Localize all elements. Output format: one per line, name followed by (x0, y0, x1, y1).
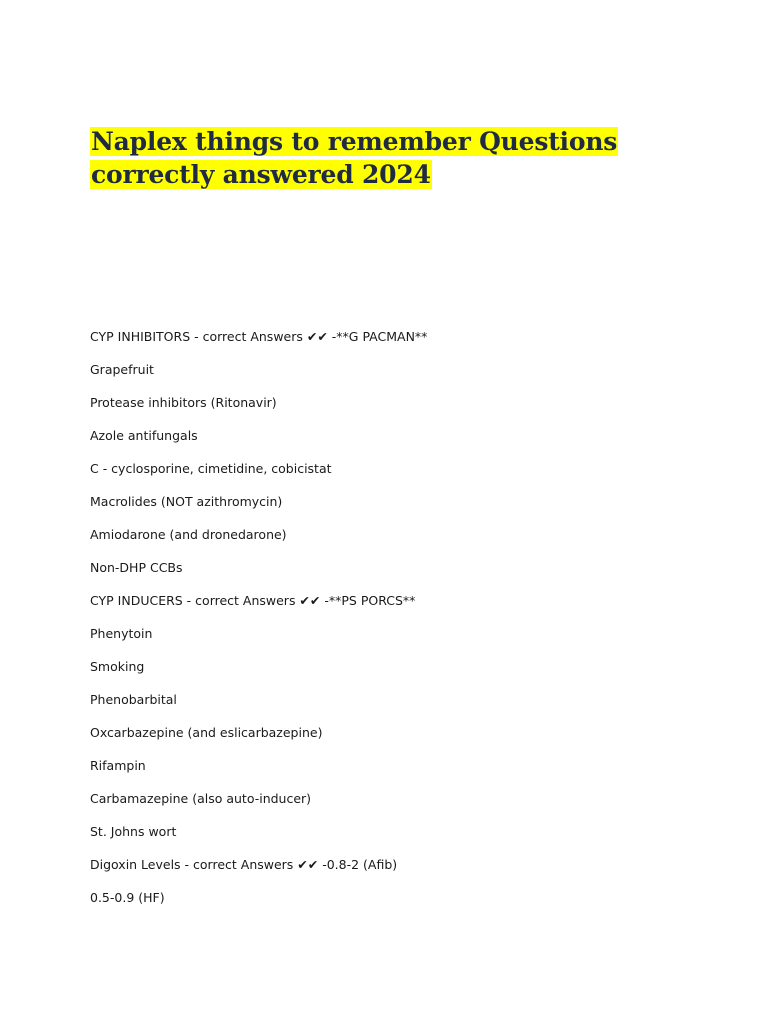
title-highlight: Naplex things to remember Questions correctly answered 2024 (91, 127, 618, 189)
line-item: Protease inhibitors (Ritonavir) (90, 395, 277, 410)
line-digoxin-heading: Digoxin Levels - correct Answers ✔✔ -0.8-2 (Afib) (90, 857, 398, 872)
line-item: Amiodarone (and dronedarone) (90, 527, 287, 542)
line-item: C - cyclosporine, cimetidine, cobicistat (90, 461, 332, 476)
line-item: Rifampin (90, 758, 146, 773)
line-item: Phenytoin (90, 626, 153, 641)
line-item: Macrolides (NOT azithromycin) (90, 494, 283, 509)
line-item: Oxcarbazepine (and eslicarbazepine) (90, 725, 323, 740)
line-item: Grapefruit (90, 362, 154, 377)
line-item: Azole antifungals (90, 428, 198, 443)
line-cyp-inhibitors-heading: CYP INHIBITORS - correct Answers ✔✔ -**G PACMAN** (90, 329, 428, 344)
document-title (90, 125, 670, 191)
line-item: St. Johns wort (90, 824, 177, 839)
content-lines (90, 325, 710, 919)
line-item: Phenobarbital (90, 692, 177, 707)
line-item: Carbamazepine (also auto-inducer) (90, 791, 312, 806)
line-cyp-inducers-heading: CYP INDUCERS - correct Answers ✔✔ -**PS PORCS** (90, 593, 416, 608)
line-item: 0.5-0.9 (HF) (90, 890, 165, 905)
line-item: Smoking (90, 659, 145, 674)
line-item: Non-DHP CCBs (90, 560, 183, 575)
